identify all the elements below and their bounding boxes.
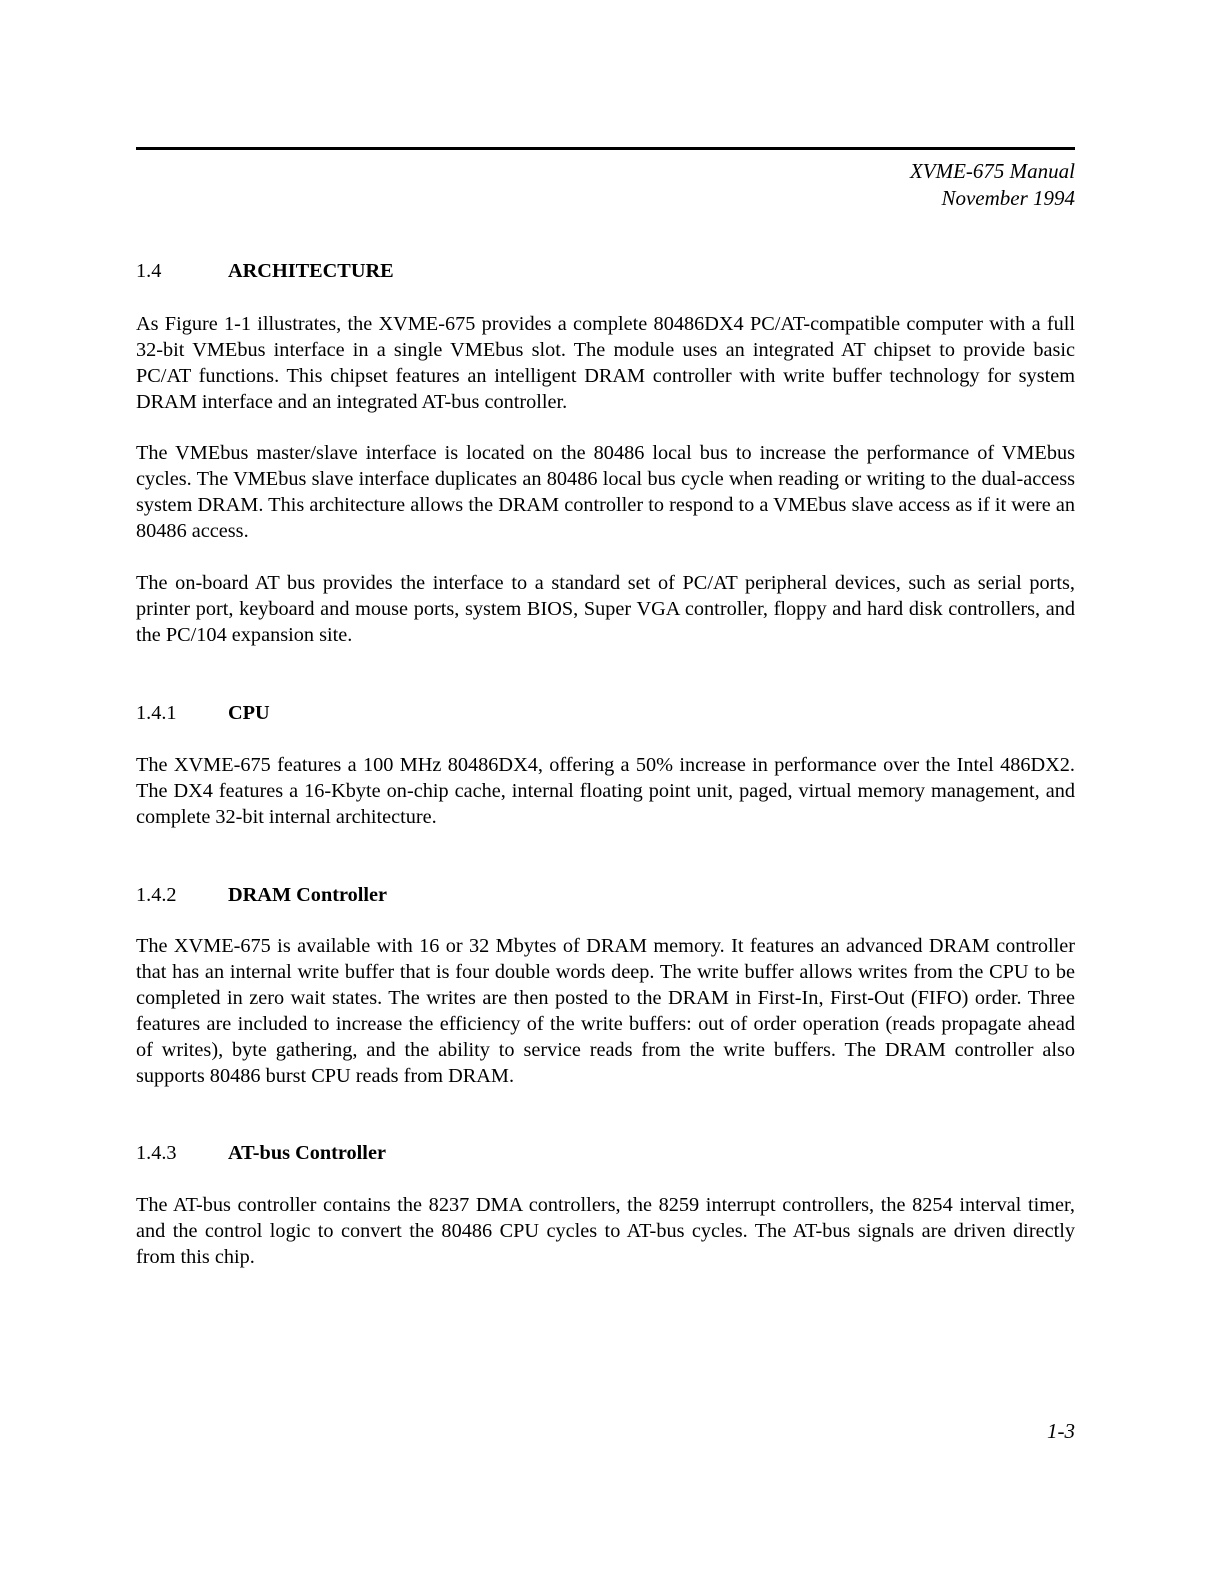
section-title: CPU [228,702,270,724]
section-title: DRAM Controller [228,884,388,906]
running-header [910,158,1075,212]
paragraph-cpu: The XVME-675 features a 100 MHz 80486DX4, offering a 50% increase in performance over the Intel 486DX2. The DX4 features a 16-Kbyte on-chip cache, internal floating point unit, paged, virtual memory management, and complete 32-bit internal architecture. [136,754,1075,828]
section-number: 1.4.3 [136,1142,177,1164]
paragraph-at-bus-controller: The AT-bus controller contains the 8237 DMA controllers, the 8259 interrupt controllers, the 8254 interval timer, and the control logic to convert the 80486 CPU cycles to AT-bus cycles. The AT-bus signals are driven directly from this chip. [136,1194,1075,1268]
section-number: 1.4.2 [136,884,177,906]
section-title: AT-bus Controller [228,1142,386,1164]
header-rule [136,147,1075,150]
section-title: ARCHITECTURE [228,260,394,282]
paragraph-architecture-3: The on-board AT bus provides the interface to a standard set of PC/AT peripheral devices, such as serial ports, printer port, keyboard and mouse ports, system BIOS, Super VGA controller, floppy and hard disk controllers, and the PC/104 expansion site. [136,572,1075,646]
section-number: 1.4.1 [136,702,177,724]
section-heading-1-4-1 [136,700,270,726]
section-heading-1-4-3 [136,1140,386,1166]
manual-title: XVME-675 Manual [909,159,1075,183]
paragraph-architecture-1: As Figure 1-1 illustrates, the XVME-675 provides a complete 80486DX4 PC/AT-compatible computer with a full 32-bit VMEbus interface in a single VMEbus slot. The module uses an integrated AT chipset to provide basic PC/AT functions. This chipset features an intelligent DRAM controller with write buffer technology for system DRAM interface and an integrated AT-bus controller. [136,313,1075,413]
page-number: 1-3 [1047,1419,1075,1443]
section-number: 1.4 [136,260,162,282]
manual-date: November 1994 [941,186,1075,210]
section-heading-1-4 [136,258,394,284]
section-heading-1-4-2 [136,882,387,908]
paragraph-architecture-2: The VMEbus master/slave interface is located on the 80486 local bus to increase the performance of VMEbus cycles. The VMEbus slave interface duplicates an 80486 local bus cycle when reading or writing to the dual-access system DRAM. This architecture allows the DRAM controller to respond to a VMEbus slave access as if it were an 80486 access. [136,442,1075,542]
paragraph-dram-controller: The XVME-675 is available with 16 or 32 Mbytes of DRAM memory. It features an advanced DRAM controller that has an internal write buffer that is four double words deep. The write buffer allows writes from the CPU to be completed in zero wait states. The writes are then posted to the DRAM in First-In, First-Out (FIFO) order. Three features are included to increase the efficiency of the write buffers: out of order operation (reads propagate ahead of writes), byte gathering, and the ability to service reads from the write buffers. The DRAM controller also supports 80486 burst CPU reads from DRAM. [136,935,1075,1087]
